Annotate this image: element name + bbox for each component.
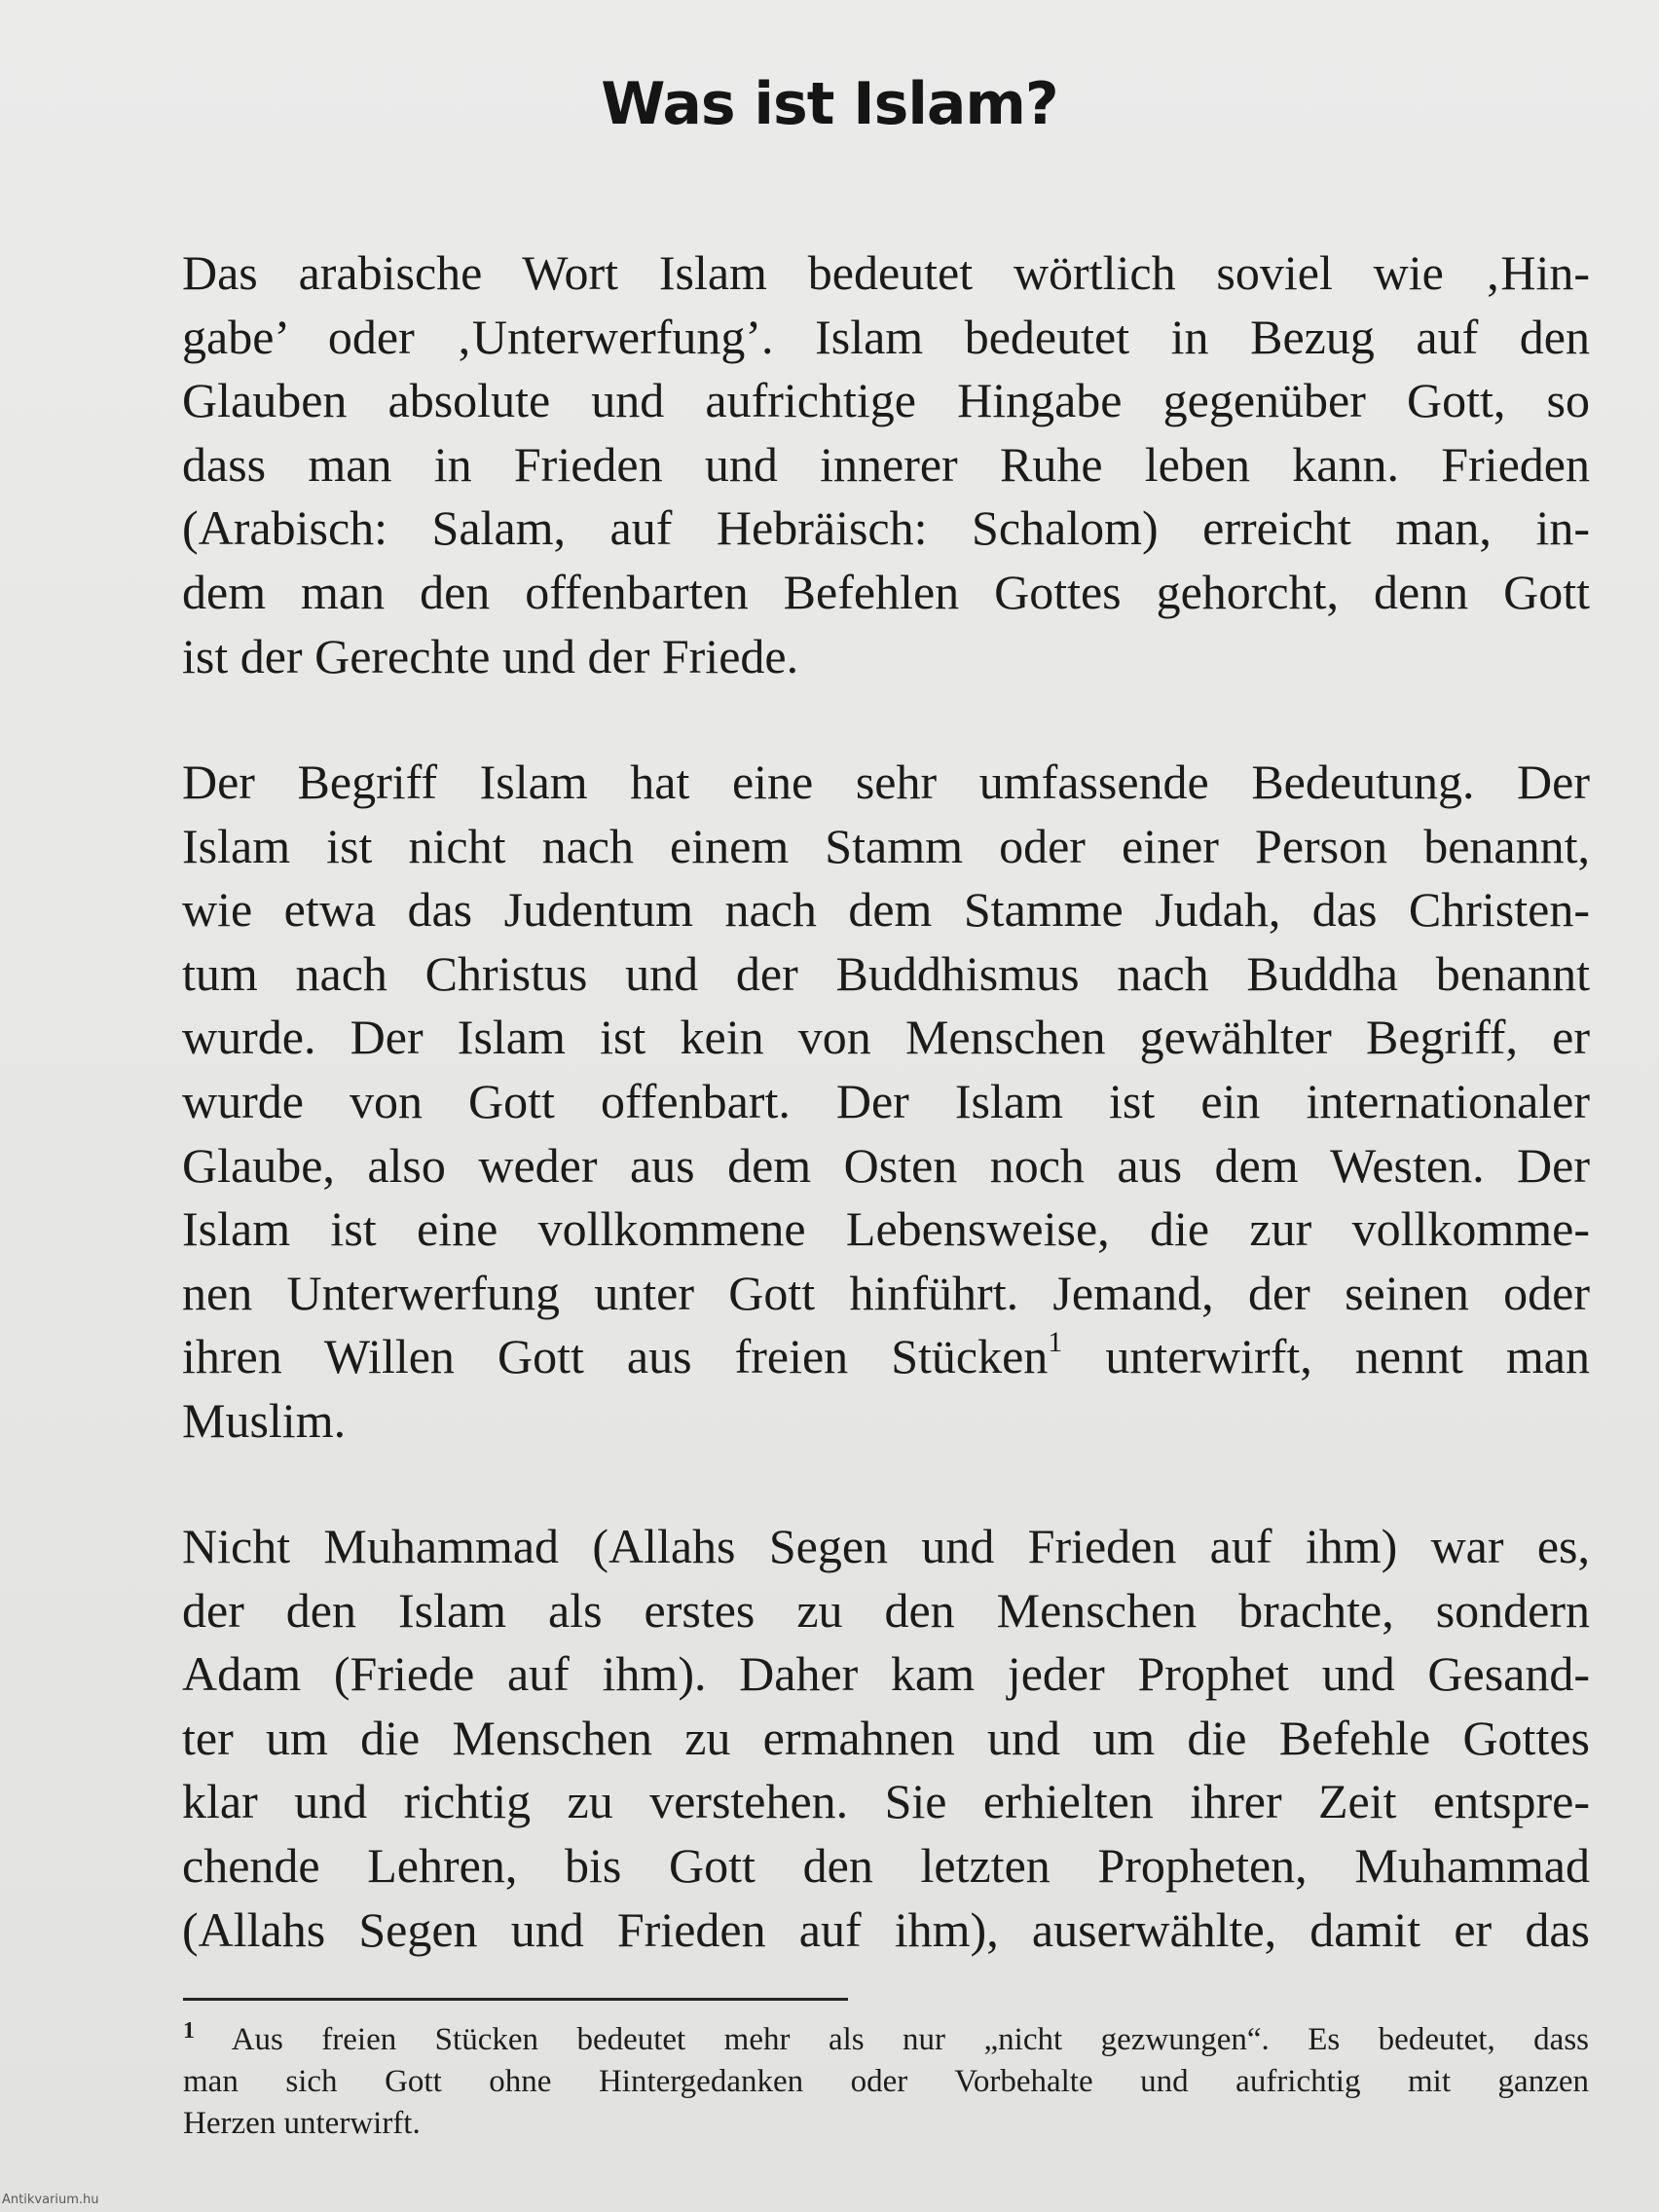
text-line: (Allahs Segen und Frieden auf ihm), auserwählte, damit er das bbox=[182, 1901, 1590, 1957]
text-line: Der Begriff Islam hat eine sehr umfassende Bedeutung. Der bbox=[182, 755, 1590, 809]
page-title: Was ist Islam? bbox=[601, 70, 1058, 138]
paragraph-1 bbox=[182, 241, 1590, 688]
text-line: wurde. Der Islam ist kein von Menschen gewählter Begriff, er bbox=[182, 1010, 1590, 1065]
text-line: ter um die Menschen zu ermahnen und um die Befehle Gottes bbox=[182, 1710, 1590, 1765]
text-line: (Arabisch: Salam, auf Hebräisch: Schalom) erreicht man, in- bbox=[182, 500, 1590, 556]
paragraph-3 bbox=[182, 1515, 1590, 1962]
text-line: wurde von Gott offenbart. Der Islam ist ein internationaler bbox=[182, 1073, 1590, 1128]
footnote-reference[interactable]: 1 bbox=[1048, 1326, 1063, 1359]
footnote-line bbox=[183, 2019, 1589, 2061]
watermark: Antikvarium.hu bbox=[2, 2193, 99, 2207]
text-line: Das arabische Wort Islam bedeutet wörtlich soviel wie ‚Hin- bbox=[182, 245, 1590, 300]
footnote-text: Aus freien Stücken bedeutet mehr als nur „nicht gezwungen“. Es bedeutet, dass bbox=[195, 2022, 1589, 2057]
footnote bbox=[183, 2019, 1589, 2145]
text-line: dass man in Frieden und innerer Ruhe leben kann. Frieden bbox=[182, 436, 1590, 492]
text-segment: unterwirft, nennt man bbox=[1062, 1329, 1590, 1384]
text-segment: ihren Willen Gott aus freien Stücken bbox=[182, 1329, 1049, 1384]
text-line: wie etwa das Judentum nach dem Stamme Judah, das Christen- bbox=[182, 882, 1590, 938]
text-line: Islam ist eine vollkommene Lebensweise, die zur vollkomme- bbox=[182, 1201, 1590, 1257]
footnote-ref-line bbox=[182, 1325, 1590, 1389]
footnote-mark: 1 bbox=[183, 2018, 195, 2044]
footnote-separator bbox=[183, 1998, 848, 2001]
text-line: gabe’ oder ‚Unterwerfung’. Islam bedeutet in Bezug auf den bbox=[182, 309, 1590, 364]
footnote-line: Herzen unterwirft. bbox=[183, 2106, 421, 2141]
text-line: nen Unterwerfung unter Gott hinführt. Jemand, der seinen oder bbox=[182, 1265, 1590, 1320]
text-line: Adam (Friede auf ihm). Daher kam jeder Prophet und Gesand- bbox=[182, 1646, 1590, 1702]
text-line: chende Lehren, bis Gott den letzten Propheten, Muhammad bbox=[182, 1837, 1590, 1893]
text-line: der den Islam als erstes zu den Menschen brachte, sondern bbox=[182, 1582, 1590, 1638]
text-line: dem man den offenbarten Befehlen Gottes gehorcht, denn Gott bbox=[182, 564, 1590, 619]
text-line: Glaube, also weder aus dem Osten noch aus dem Westen. Der bbox=[182, 1137, 1590, 1193]
footnote-line: man sich Gott ohne Hintergedanken oder Vorbehalte und aufrichtig mit ganzen bbox=[183, 2064, 1589, 2099]
text-line: ist der Gerechte und der Friede. bbox=[182, 628, 799, 683]
text-line: klar und richtig zu verstehen. Sie erhielten ihrer Zeit entspre- bbox=[182, 1774, 1590, 1829]
text-line: tum nach Christus und der Buddhismus nach Buddha benannt bbox=[182, 945, 1590, 1001]
text-line: Glauben absolute und aufrichtige Hingabe gegenüber Gott, so bbox=[182, 373, 1590, 428]
text-line: Nicht Muhammad (Allahs Segen und Frieden auf ihm) war es, bbox=[182, 1519, 1590, 1573]
paragraph-2 bbox=[182, 751, 1590, 1454]
text-line: Islam ist nicht nach einem Stamm oder einer Person benannt, bbox=[182, 818, 1590, 873]
text-line: Muslim. bbox=[182, 1392, 347, 1448]
